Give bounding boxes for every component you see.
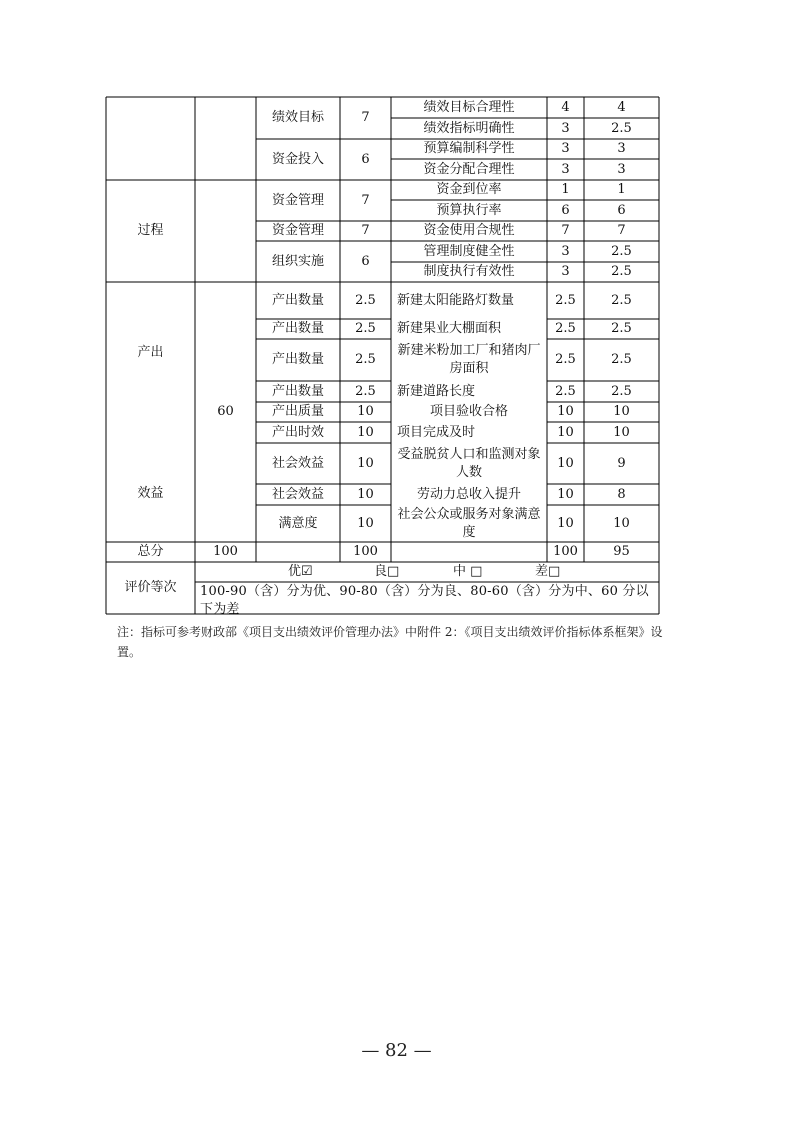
indicator-weight: 10: [557, 455, 574, 471]
grade-label: 评价等次: [124, 580, 177, 595]
grade-good-checkbox[interactable]: 良□: [374, 564, 400, 579]
metric-weight: 7: [361, 223, 370, 238]
indicator-score: 2.5: [611, 352, 632, 367]
metric-weight: 6: [361, 253, 370, 269]
metric-weight: 7: [361, 192, 370, 208]
page-number: — 82 —: [361, 1040, 432, 1061]
indicator-name: 预算执行率: [436, 202, 502, 218]
metric-weight: 7: [361, 110, 370, 125]
metric-social-benefit: 社会效益: [271, 486, 324, 502]
metric-satisfaction: 满意度: [278, 515, 318, 531]
indicator-name: 预算编制科学性: [423, 141, 515, 156]
metric-social-benefit: 社会效益: [271, 455, 324, 471]
indicator-name: 受益脱贫人口和监测对象人数: [397, 446, 541, 480]
metric-output-quality: 产出质量: [271, 404, 324, 419]
indicator-name: 资金分配合理性: [423, 161, 515, 177]
indicator-score: 3: [617, 161, 626, 177]
metric-output-quantity: 产出数量: [271, 383, 324, 399]
indicator-weight: 6: [561, 202, 570, 218]
indicator-score: 3: [617, 141, 626, 156]
indicator-score: 8: [617, 486, 626, 502]
indicator-score: 2.5: [611, 243, 632, 259]
total-metric-weight: 100: [353, 544, 378, 559]
indicator-name: 管理制度健全性: [423, 243, 515, 259]
indicator-weight: 2.5: [555, 292, 576, 308]
indicator-score: 2.5: [611, 321, 632, 336]
indicator-weight: 10: [557, 424, 574, 440]
indicator-name: 绩效指标明确性: [423, 120, 515, 136]
indicator-score: 10: [613, 404, 630, 419]
metric-weight: 2.5: [355, 352, 376, 367]
metric-fund-management: 资金管理: [271, 223, 324, 238]
metric-output-quantity: 产出数量: [271, 321, 324, 336]
indicator-weight: 1: [561, 182, 570, 197]
total-score: 95: [613, 544, 630, 559]
indicator-weight: 7: [561, 223, 570, 238]
total-indicator-weight: 100: [553, 544, 578, 559]
category-process: 过程: [137, 223, 164, 238]
metric-weight: 10: [357, 424, 374, 440]
indicator-weight: 2.5: [555, 383, 576, 399]
indicator-name: 劳动力总收入提升: [416, 486, 521, 502]
indicator-score: 10: [613, 515, 630, 531]
indicator-score: 2.5: [611, 264, 632, 279]
indicator-weight: 3: [561, 161, 570, 177]
table-footnote: 注：指标可参考财政部《项目支出绩效评价管理办法》中附件 2：《项目支出绩效评价指标体系框架》设置。: [117, 625, 663, 659]
metric-output-quantity: 产出数量: [271, 292, 324, 308]
grade-poor-checkbox[interactable]: 差□: [535, 564, 561, 579]
indicator-weight: 10: [557, 486, 574, 502]
metric-organization: 组织实施: [271, 253, 324, 269]
indicator-score: 2.5: [611, 120, 632, 136]
grade-options: [195, 562, 659, 582]
metric-fund-management: 资金管理: [271, 192, 324, 208]
indicator-score: 2.5: [611, 292, 632, 308]
indicator-score: 4: [617, 99, 626, 115]
indicator-weight: 10: [557, 404, 574, 419]
indicator-weight: 2.5: [555, 352, 576, 367]
metric-weight: 2.5: [355, 292, 376, 308]
indicator-score: 2.5: [611, 383, 632, 399]
metric-output-timeliness: 产出时效: [271, 424, 324, 440]
category-benefit: 效益: [137, 486, 164, 501]
indicator-name: 项目验收合格: [429, 404, 508, 419]
indicator-name: 项目完成及时: [397, 424, 476, 440]
indicator-score: 7: [617, 223, 626, 238]
metric-weight: 10: [357, 455, 374, 471]
indicator-score: 1: [617, 182, 626, 197]
category-output: 产出: [137, 345, 164, 360]
metric-weight: 2.5: [355, 321, 376, 336]
indicator-weight: 4: [561, 99, 570, 115]
metric-weight: 2.5: [355, 383, 376, 399]
indicator-name: 绩效目标合理性: [423, 99, 515, 115]
indicator-weight: 3: [561, 141, 570, 156]
indicator-score: 9: [617, 455, 626, 471]
total-label: 总分: [137, 544, 164, 559]
indicator-weight: 3: [561, 120, 570, 136]
indicator-name: 新建道路长度: [397, 383, 476, 399]
metric-performance-goal: 绩效目标: [271, 110, 324, 125]
indicator-name: 制度执行有效性: [423, 264, 515, 279]
metric-output-quantity: 产出数量: [271, 352, 324, 367]
total-weight: 100: [213, 544, 238, 559]
metric-weight: 10: [357, 515, 374, 531]
indicator-weight: 10: [557, 515, 574, 531]
indicator-name: 资金到位率: [436, 182, 502, 197]
indicator-name: 新建米粉加工厂和猪肉厂房面积: [397, 343, 541, 376]
indicator-name: 社会公众或服务对象满意度: [397, 506, 541, 540]
grade-description: 100-90（含）分为优、90-80（含）分为良、80-60（含）分为中、60 分以下为差: [200, 584, 649, 617]
grade-excellent-checkbox[interactable]: 优☑: [288, 564, 313, 579]
indicator-name: 新建太阳能路灯数量: [397, 292, 515, 308]
indicator-score: 10: [613, 424, 630, 440]
metric-weight: 6: [361, 151, 370, 167]
grade-medium-checkbox[interactable]: 中 □: [453, 564, 483, 579]
indicator-weight: 3: [561, 243, 570, 259]
metric-fund-input: 资金投入: [271, 151, 324, 167]
metric-weight: 10: [357, 404, 374, 419]
indicator-weight: 3: [561, 264, 570, 279]
metric-weight: 10: [357, 486, 374, 502]
category-output-weight: 60: [217, 404, 234, 419]
indicator-name: 资金使用合规性: [423, 223, 515, 238]
indicator-name: 新建果业大棚面积: [397, 321, 502, 336]
indicator-weight: 2.5: [555, 321, 576, 336]
indicator-score: 6: [617, 202, 626, 218]
